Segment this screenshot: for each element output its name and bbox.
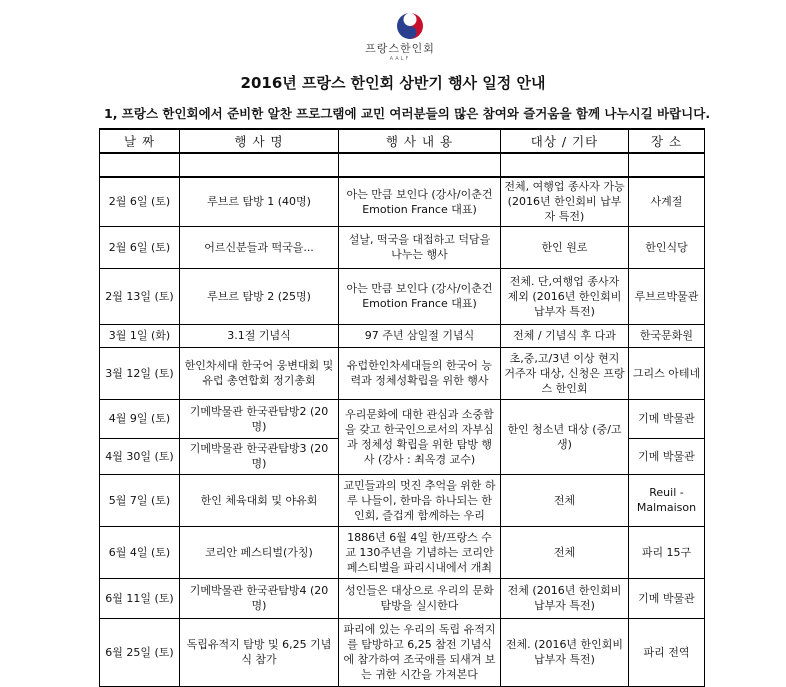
- table-row: [100, 399, 705, 438]
- cell-name: 어르신분들과 떡국을...: [180, 226, 339, 268]
- cell-target: 전체 / 기념식 후 다과: [501, 324, 629, 347]
- cell-target: 전체: [501, 526, 629, 578]
- cell-target: 한인 청소년 대상 (중/고생): [501, 399, 629, 474]
- cell-place: 기메 박물관: [629, 438, 705, 474]
- cell-place: Reuil - Malmaison: [629, 474, 705, 526]
- logo-subtext: AALF: [389, 56, 411, 62]
- cell-place: 기메 박물관: [629, 399, 705, 438]
- cell-place: 사계절: [629, 177, 705, 226]
- cell-date: 4월 9일 (토): [100, 399, 180, 438]
- cell-name: 기메박물관 한국관탐방3 (20명): [180, 438, 339, 474]
- cell-date: 3월 12일 (토): [100, 347, 180, 399]
- cell-target: 전체: [501, 474, 629, 526]
- cell-place: 한인식당: [629, 226, 705, 268]
- cell-name: 루브르 탐방 1 (40명): [180, 177, 339, 226]
- table-row: [100, 618, 705, 686]
- cell-content: 파리에 있는 우리의 독립 유적지를 탐방하고 6,25 참전 기념식에 참가하여 조국애를 되새겨 보는 귀한 시간을 가져본다: [339, 618, 501, 686]
- table-row: [100, 226, 705, 268]
- header-event-content: 행 사 내 용: [339, 129, 501, 153]
- cell-target: 초,중,고/3년 이상 현지 거주자 대상, 신청은 프랑스 한인회: [501, 347, 629, 399]
- header-event-name: 행 사 명: [180, 129, 339, 153]
- cell-target: 전체. 단,여행업 종사자 제외 (2016년 한인회비 납부자 특전): [501, 268, 629, 324]
- cell-content: 97 주년 삼일절 기념식: [339, 324, 501, 347]
- cell-name: 한인차세대 한국어 웅변대회 및 유럽 총연합회 정기총회: [180, 347, 339, 399]
- logo-text: 프랑스한인회: [365, 42, 435, 55]
- cell-date: 6월 11일 (토): [100, 578, 180, 618]
- cell-target: 전체 (2016년 한인회비 납부자 특전): [501, 578, 629, 618]
- cell-content: 설날, 떡국을 대접하고 덕담을 나누는 행사: [339, 226, 501, 268]
- cell-name: 기메박물관 한국관탐방2 (20명): [180, 399, 339, 438]
- cell-content: 우리문화에 대한 관심과 소중함을 갖고 한국인으로서의 자부심과 정체성 확립을 위한 탐방 행사 (강사 : 최옥경 교수): [339, 399, 501, 474]
- cell-content: 아는 만큼 보인다 (강사/이춘건 Emotion France 대표): [339, 177, 501, 226]
- table-row: [100, 177, 705, 226]
- cell-content: 1886년 6월 4일 한/프랑스 수교 130주년을 기념하는 코리안 페스티벌을 파리시내에서 개최: [339, 526, 501, 578]
- cell-date: 3월 1일 (화): [100, 324, 180, 347]
- cell-target: 전체. (2016년 한인회비 납부자 특전): [501, 618, 629, 686]
- table-row: [100, 526, 705, 578]
- cell-date: 2월 6일 (토): [100, 177, 180, 226]
- table-row: [100, 347, 705, 399]
- cell-target: 전체, 여행업 종사자 가능 (2016년 한인회비 납부자 특전): [501, 177, 629, 226]
- cell-date: 4월 30일 (토): [100, 438, 180, 474]
- cell-name: 코리안 페스티벌(가칭): [180, 526, 339, 578]
- cell-content: 성인들은 대상으로 우리의 문화 탐방을 실시한다: [339, 578, 501, 618]
- cell-place: 한국문화원: [629, 324, 705, 347]
- intro-text: 1, 프랑스 한인회에서 준비한 알찬 프로그램에 교민 여러분들의 많은 참여와 즐거움을 함께 나누시길 바랍니다.: [104, 106, 711, 121]
- cell-place: 기메 박물관: [629, 578, 705, 618]
- header-target: 대상 / 기타: [501, 129, 629, 153]
- cell-date: 2월 13일 (토): [100, 268, 180, 324]
- cell-name: 기메박물관 한국관탐방4 (20명): [180, 578, 339, 618]
- cell-date: 5월 7일 (토): [100, 474, 180, 526]
- event-schedule-table: [99, 128, 705, 687]
- cell-place: 파리 15구: [629, 526, 705, 578]
- cell-place: 루브르박물관: [629, 268, 705, 324]
- cell-target: 한인 원로: [501, 226, 629, 268]
- cell-name: 한인 체육대회 및 야유회: [180, 474, 339, 526]
- cell-name: 루브르 탐방 2 (25명): [180, 268, 339, 324]
- table-row: [100, 578, 705, 618]
- header-date: 날 짜: [100, 129, 180, 153]
- cell-name: 3.1절 기념식: [180, 324, 339, 347]
- table-row: [100, 474, 705, 526]
- header-place: 장 소: [629, 129, 705, 153]
- cell-date: 6월 4일 (토): [100, 526, 180, 578]
- table-row: [100, 324, 705, 347]
- cell-content: 유럽한인차세대들의 한국어 능력과 정체성확립을 위한 행사: [339, 347, 501, 399]
- table-header-row: [100, 129, 705, 153]
- cell-date: 6월 25일 (토): [100, 618, 180, 686]
- cell-content: 아는 만큼 보인다 (강사/이춘건 Emotion France 대표): [339, 268, 501, 324]
- cell-date: 2월 6일 (토): [100, 226, 180, 268]
- cell-place: 파리 전역: [629, 618, 705, 686]
- cell-place: 그리스 아테네: [629, 347, 705, 399]
- cell-content: 교민들과의 멋진 추억을 위한 하루 나들이, 한마음 하나되는 한인회, 즐겁게 함께하는 우리: [339, 474, 501, 526]
- table-row: [100, 268, 705, 324]
- cell-name: 독립유적지 탐방 및 6,25 기념식 참가: [180, 618, 339, 686]
- page-title: 2016년 프랑스 한인회 상반기 행사 일정 안내: [240, 74, 546, 92]
